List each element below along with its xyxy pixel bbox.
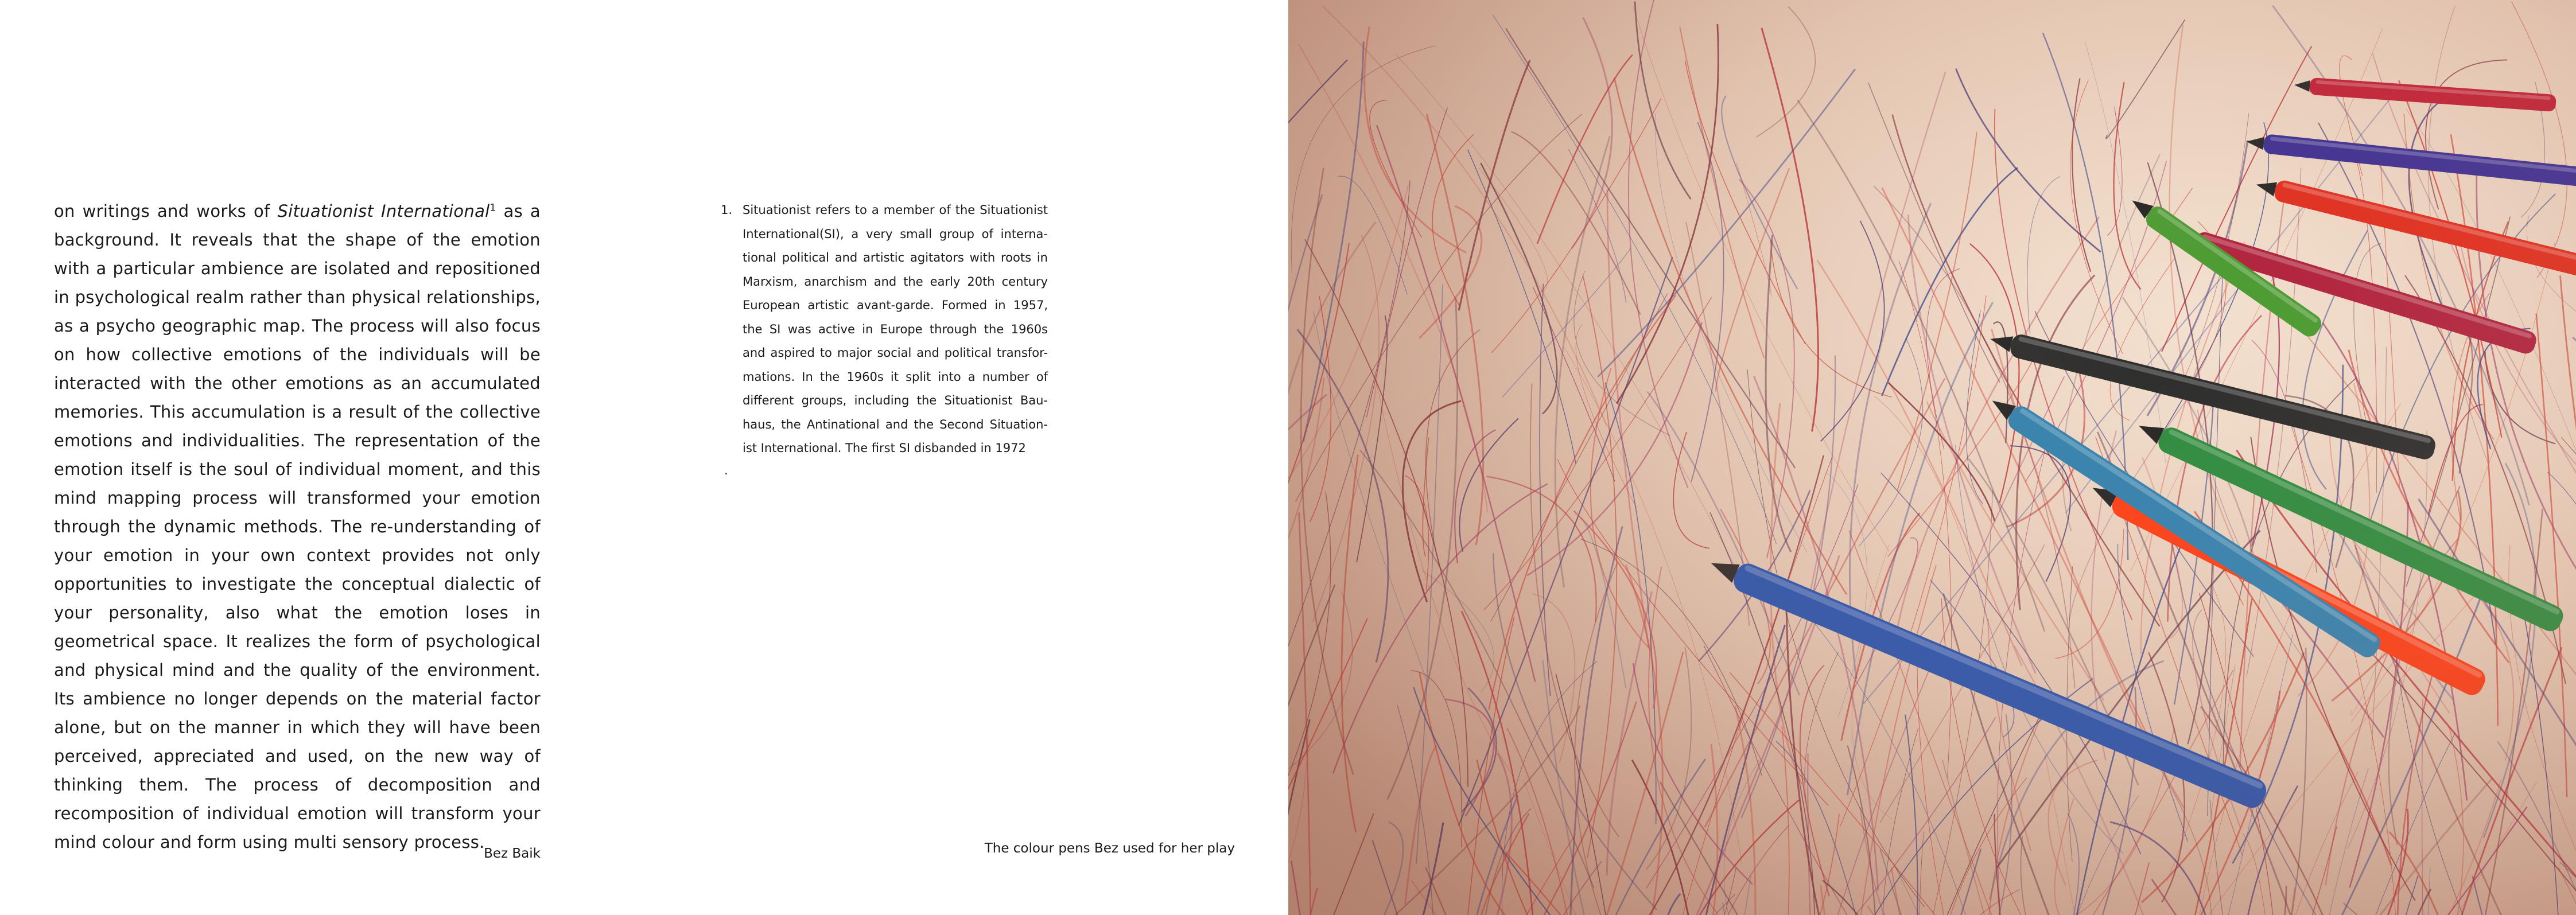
stray-dot: .: [724, 464, 728, 477]
pens-photo: [1288, 0, 2576, 915]
body-text-start: on writings and works of: [54, 201, 278, 221]
footnote-number: 1.: [721, 203, 733, 217]
pens-illustration: [1288, 0, 2576, 915]
photo-caption: The colour pens Bez used for her play: [984, 841, 1235, 856]
italic-term: Situationist International: [277, 201, 490, 221]
footnote: [721, 198, 1048, 461]
author-signature: Bez Baik: [484, 846, 541, 861]
footnote-text: Situationist refers to a member of the Situationist International(SI), a very small group of interna-tional political and artistic agitators with roots in Marxism, anarchism and the early 20th century European artistic avant-garde. Formed in 1957, the SI was active in Europe through the 1960s and aspired to major social and political transfor-mations. In the 1960s it split into a number of different groups, including the Situationist Bau-haus, the Antinational and the Second Situation-ist International. The first SI disbanded in 1972: [743, 203, 1048, 455]
footnote-marker[interactable]: 1: [489, 202, 496, 214]
body-text-rest: as a background. It reveals that the shape of the emotion with a particular ambience are isolated and repositioned in psychological realm rather than physical relationships, as a psycho geographic map. The process will also focus on how collective emotions of the individuals will be interacted with the other emotions as an accumulated memories. This accumulation is a result of the collective emotions and individualities. The representation of the emotion itself is the soul of individual moment, and this mind mapping process will transformed your emotion through the dynamic methods. The re-understanding of your emotion in your own context provides not only opportunities to investigate the conceptual dialectic of your personality, also what the emotion loses in geometrical space. It realizes the form of psychological and physical mind and the quality of the environment. Its ambience no longer depends on the material factor alone, but on the manner in which they will have been perceived, appreciated and used, on the new way of thinking them. The process of decomposition and recomposition of individual emotion will transform your mind colour and form using multi sensory process.: [54, 201, 541, 852]
vignette: [1288, 0, 2576, 915]
body-paragraph: [54, 197, 541, 856]
